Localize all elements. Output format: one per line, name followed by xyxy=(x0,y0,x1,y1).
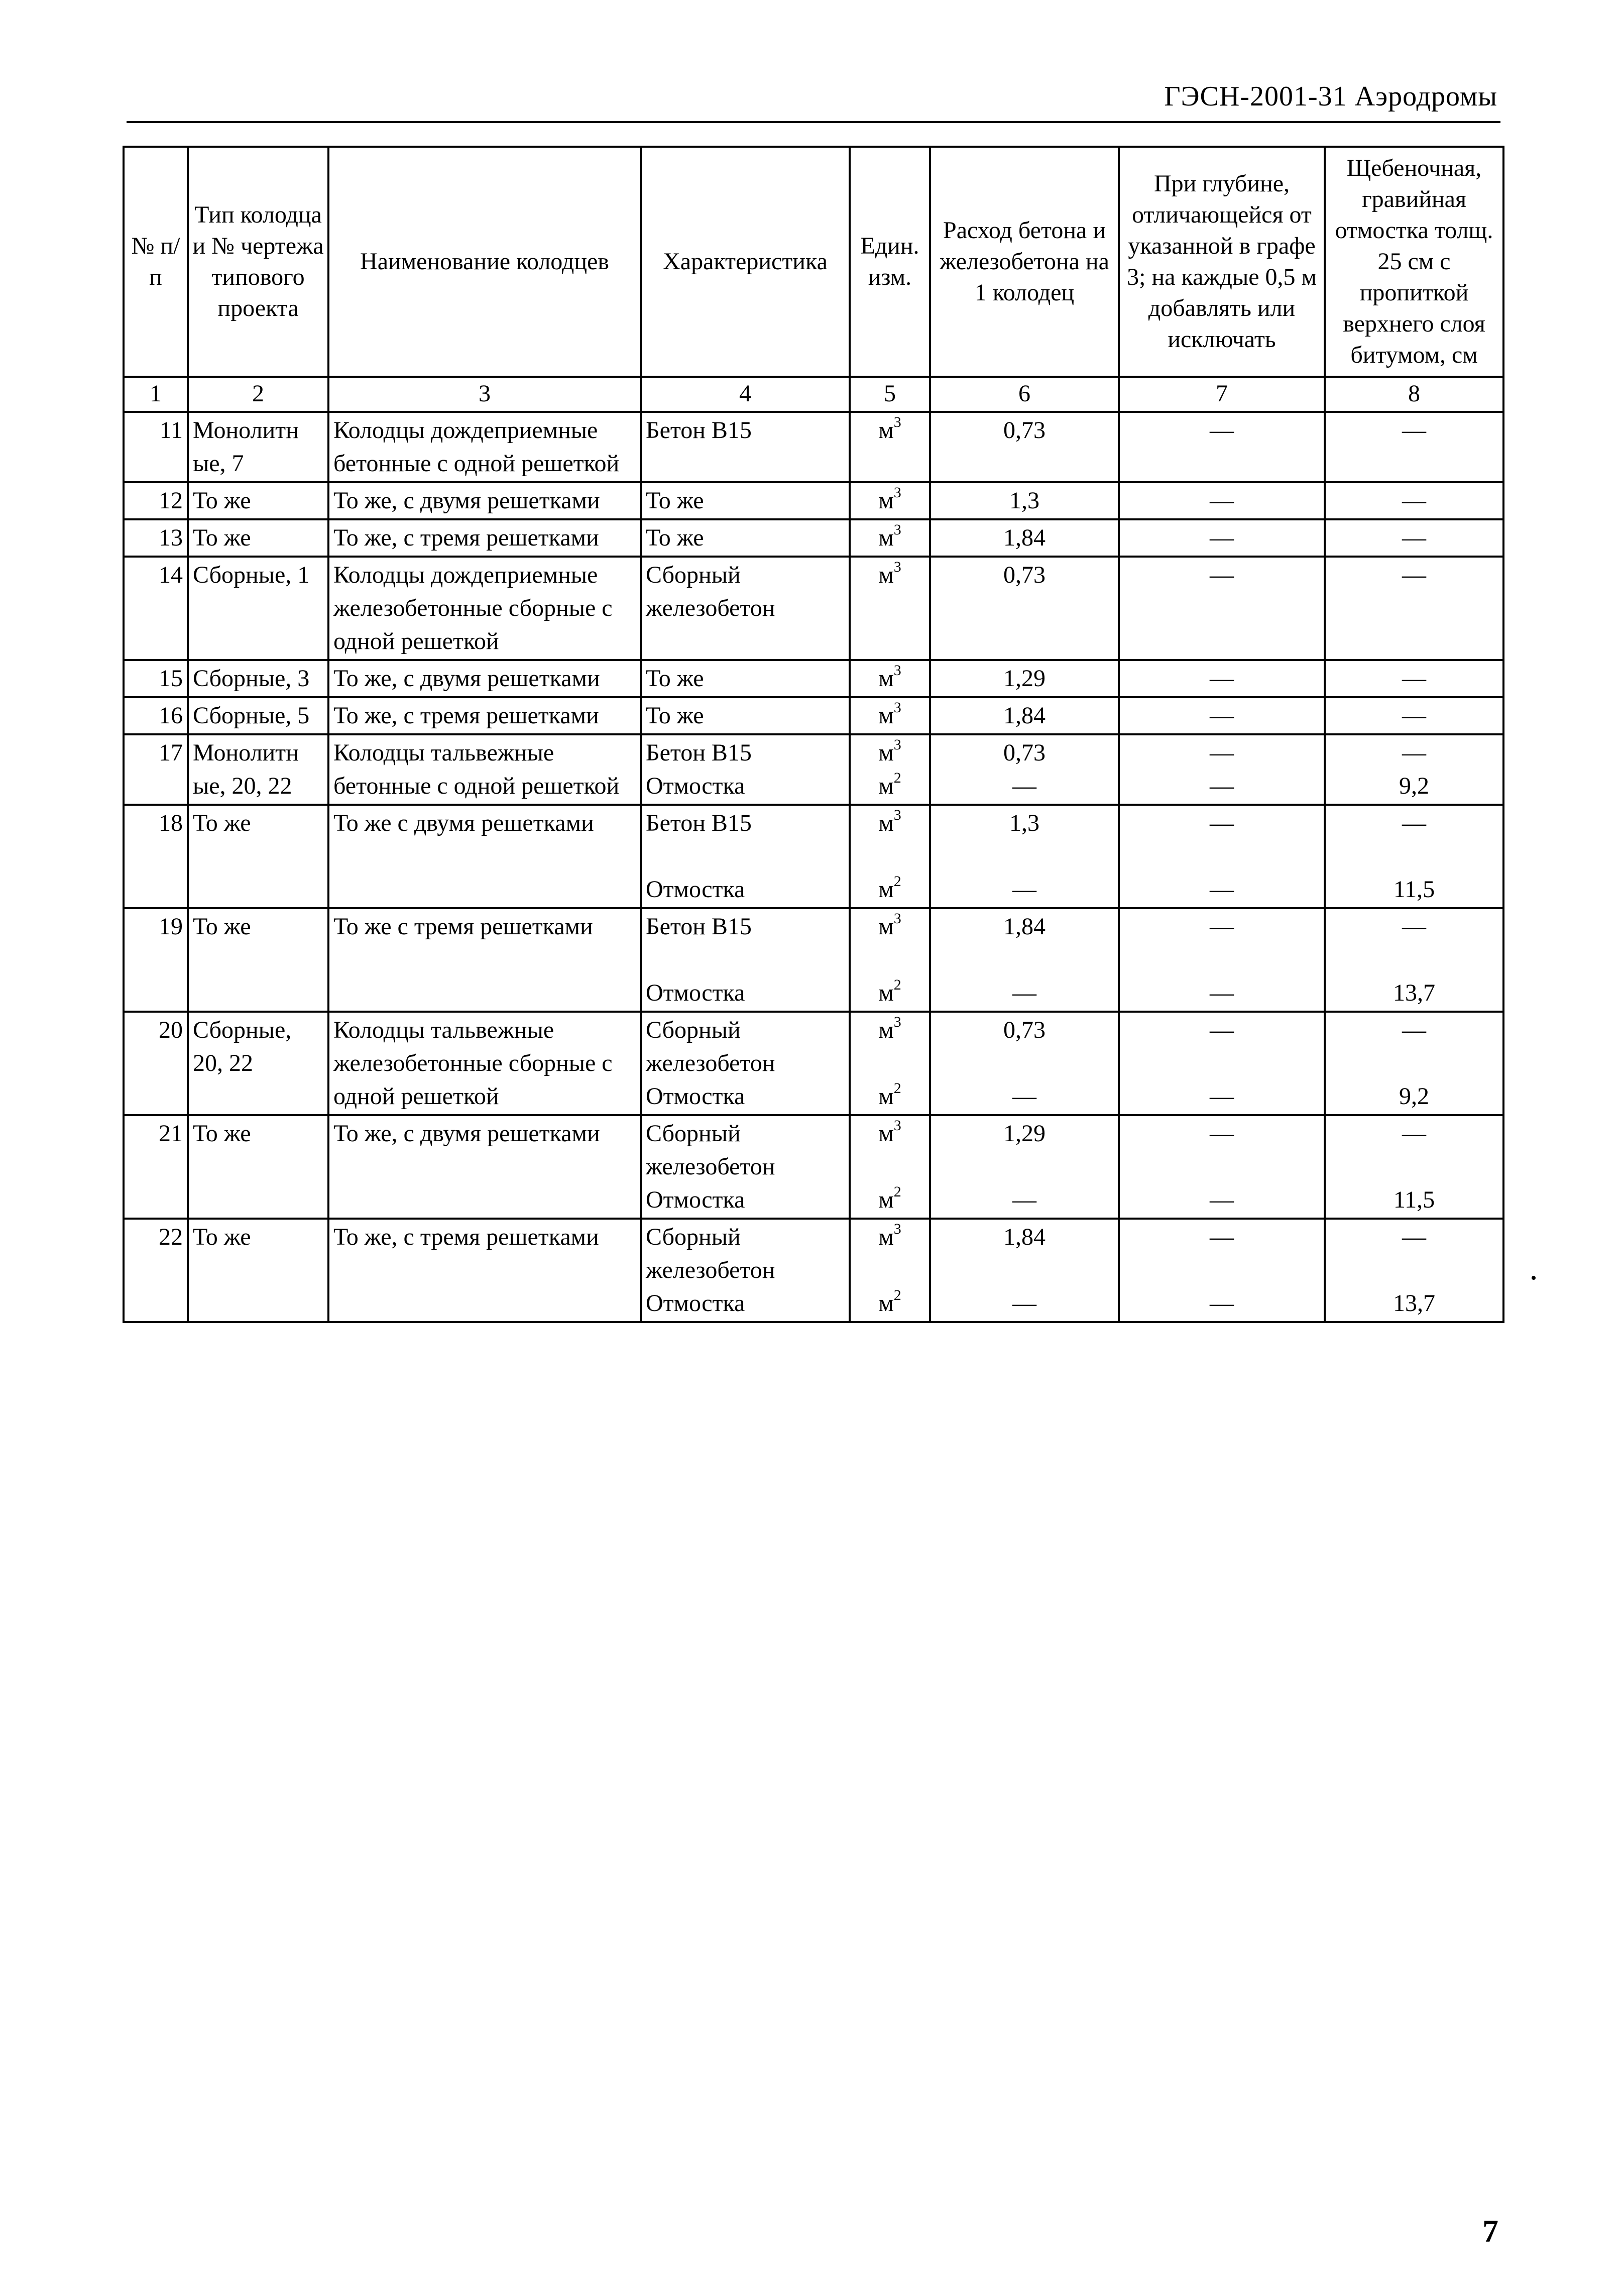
line-spacer xyxy=(1330,943,1498,976)
unit-m3-line xyxy=(855,662,925,695)
consumption-dash: — xyxy=(1012,979,1036,1006)
unit-m3-line xyxy=(855,484,925,517)
row-number: 21 xyxy=(124,1115,188,1219)
row-type: Монолитн ые, 7 xyxy=(188,412,328,482)
unit-exponent: 2 xyxy=(893,770,901,786)
row-consumption xyxy=(930,1012,1119,1115)
consumption-value: 0,73 xyxy=(1003,417,1046,444)
row-consumption xyxy=(930,482,1119,519)
unit-base: м xyxy=(878,979,894,1006)
row-type: То же xyxy=(188,1115,328,1219)
unit-base: м xyxy=(878,417,894,444)
row-number: 16 xyxy=(124,697,188,734)
unit-base: м xyxy=(878,1186,894,1213)
table-row xyxy=(124,908,1503,1012)
line-spacer xyxy=(935,840,1114,873)
row-depth-adjust xyxy=(1119,1219,1325,1322)
depth-adjust-dash: — xyxy=(1210,665,1234,692)
blanket-dash: — xyxy=(1402,417,1426,444)
line-spacer xyxy=(855,1150,925,1183)
row-blanket xyxy=(1325,908,1503,1012)
col-number: 5 xyxy=(850,377,930,412)
characteristic-primary: Бетон В15 xyxy=(646,810,752,836)
row-unit xyxy=(850,482,930,519)
consumption-dash: — xyxy=(1012,876,1036,903)
consumption-value: 1,84 xyxy=(1003,913,1046,940)
row-blanket xyxy=(1325,412,1503,482)
consumption-dash: — xyxy=(1012,1290,1036,1317)
line-spacer xyxy=(935,1047,1114,1080)
row-unit xyxy=(850,519,930,557)
blanket-dash: — xyxy=(1402,913,1426,940)
table-row xyxy=(124,805,1503,908)
blanket-dash: — xyxy=(1402,524,1426,551)
row-name: То же, с тремя решетками xyxy=(328,519,641,557)
characteristic-primary: То же xyxy=(646,702,704,729)
row-depth-adjust xyxy=(1119,482,1325,519)
line-spacer xyxy=(1124,1254,1320,1287)
row-consumption xyxy=(930,1219,1119,1322)
line-spacer xyxy=(1330,840,1498,873)
line-spacer xyxy=(1330,1254,1498,1287)
row-depth-adjust xyxy=(1119,412,1325,482)
row-characteristic xyxy=(641,482,850,519)
row-depth-adjust xyxy=(1119,557,1325,660)
row-number: 17 xyxy=(124,734,188,805)
row-blanket xyxy=(1325,1219,1503,1322)
depth-adjust-dash: — xyxy=(1210,876,1234,903)
table-row xyxy=(124,1115,1503,1219)
row-unit xyxy=(850,1012,930,1115)
depth-adjust-dash: — xyxy=(1210,739,1234,766)
line-spacer xyxy=(1330,1150,1498,1183)
table-row xyxy=(124,1219,1503,1322)
row-consumption xyxy=(930,557,1119,660)
unit-exponent: 2 xyxy=(893,1287,901,1303)
blanket-value: 11,5 xyxy=(1393,1186,1435,1213)
row-consumption xyxy=(930,805,1119,908)
characteristic-primary: Сборный железобетон xyxy=(646,1017,775,1076)
col-number: 8 xyxy=(1325,377,1503,412)
unit-base: м xyxy=(878,773,894,799)
blanket-dash: — xyxy=(1402,810,1426,836)
characteristic-primary: Бетон В15 xyxy=(646,739,752,766)
row-consumption xyxy=(930,519,1119,557)
col-number: 4 xyxy=(641,377,850,412)
unit-base: м xyxy=(878,913,894,940)
unit-base: м xyxy=(878,487,894,514)
characteristic-primary: То же xyxy=(646,665,704,692)
characteristic-primary: Сборный железобетон xyxy=(646,562,775,621)
row-unit xyxy=(850,805,930,908)
row-depth-adjust xyxy=(1119,660,1325,697)
depth-adjust-dash: — xyxy=(1210,1120,1234,1147)
row-blanket xyxy=(1325,734,1503,805)
table-row xyxy=(124,519,1503,557)
characteristic-primary: Сборный железобетон xyxy=(646,1224,775,1283)
row-blanket xyxy=(1325,660,1503,697)
table-row xyxy=(124,412,1503,482)
blanket-value: 11,5 xyxy=(1393,876,1435,903)
row-name: То же, с тремя решетками xyxy=(328,1219,641,1322)
unit-exponent: 3 xyxy=(893,910,901,927)
row-number: 22 xyxy=(124,1219,188,1322)
depth-adjust-dash: — xyxy=(1210,1290,1234,1317)
unit-exponent: 3 xyxy=(893,1117,901,1134)
blanket-value: 9,2 xyxy=(1399,1083,1429,1110)
col-header-name: Наименование колодцев xyxy=(328,147,641,377)
col-header-consumption: Расход бетона и железобетона на 1 колодец xyxy=(930,147,1119,377)
unit-base: м xyxy=(878,1290,894,1317)
depth-adjust-dash: — xyxy=(1210,773,1234,799)
depth-adjust-dash: — xyxy=(1210,1186,1234,1213)
blanket-dash: — xyxy=(1402,487,1426,514)
unit-exponent: 3 xyxy=(893,414,901,430)
characteristic-primary: То же xyxy=(646,524,704,551)
consumption-value: 1,29 xyxy=(1003,1120,1046,1147)
depth-adjust-dash: — xyxy=(1210,417,1234,444)
row-name: То же, с двумя решетками xyxy=(328,660,641,697)
row-number: 13 xyxy=(124,519,188,557)
header-row xyxy=(124,147,1503,377)
consumption-dash: — xyxy=(1012,1186,1036,1213)
line-spacer xyxy=(855,1047,925,1080)
blanket-dash: — xyxy=(1402,665,1426,692)
depth-adjust-dash: — xyxy=(1210,1017,1234,1043)
row-blanket xyxy=(1325,1012,1503,1115)
row-depth-adjust xyxy=(1119,1012,1325,1115)
row-unit xyxy=(850,734,930,805)
row-type: Сборные, 1 xyxy=(188,557,328,660)
row-unit xyxy=(850,1219,930,1322)
blanket-dash: — xyxy=(1402,1017,1426,1043)
col-number: 3 xyxy=(328,377,641,412)
unit-base: м xyxy=(878,876,894,903)
row-type: То же xyxy=(188,519,328,557)
row-name: То же с двумя решетками xyxy=(328,805,641,908)
unit-m2-line xyxy=(855,1183,925,1217)
row-number: 19 xyxy=(124,908,188,1012)
unit-m2-line xyxy=(855,770,925,803)
depth-adjust-dash: — xyxy=(1210,1224,1234,1250)
row-name: То же с тремя решетками xyxy=(328,908,641,1012)
col-number: 7 xyxy=(1119,377,1325,412)
table-row xyxy=(124,734,1503,805)
row-consumption xyxy=(930,908,1119,1012)
unit-exponent: 2 xyxy=(893,1183,901,1200)
unit-m3-line xyxy=(855,699,925,732)
unit-m3-line xyxy=(855,1014,925,1047)
row-number: 15 xyxy=(124,660,188,697)
norms-table xyxy=(123,146,1504,1323)
consumption-value: 1,84 xyxy=(1003,524,1046,551)
unit-m2-line xyxy=(855,976,925,1010)
unit-exponent: 3 xyxy=(893,662,901,679)
row-unit xyxy=(850,412,930,482)
row-type: То же xyxy=(188,1219,328,1322)
row-consumption xyxy=(930,1115,1119,1219)
unit-base: м xyxy=(878,1224,894,1250)
row-name: То же, с двумя решетками xyxy=(328,1115,641,1219)
line-spacer xyxy=(1330,1047,1498,1080)
row-consumption xyxy=(930,697,1119,734)
table-row xyxy=(124,660,1503,697)
row-unit xyxy=(850,1115,930,1219)
unit-exponent: 3 xyxy=(893,521,901,538)
unit-m3-line xyxy=(855,414,925,447)
row-unit xyxy=(850,697,930,734)
depth-adjust-dash: — xyxy=(1210,913,1234,940)
row-depth-adjust xyxy=(1119,908,1325,1012)
line-spacer xyxy=(1124,943,1320,976)
row-name: Колодцы тальвежные бетонные с одной решеткой xyxy=(328,734,641,805)
row-blanket xyxy=(1325,557,1503,660)
unit-exponent: 2 xyxy=(893,873,901,890)
blanket-dash: — xyxy=(1402,562,1426,588)
depth-adjust-dash: — xyxy=(1210,810,1234,836)
table-row xyxy=(124,482,1503,519)
characteristic-secondary: Отмостка xyxy=(646,979,745,1006)
line-spacer xyxy=(855,943,925,976)
consumption-dash: — xyxy=(1012,773,1036,799)
table-row xyxy=(124,1012,1503,1115)
col-header-unit: Един. изм. xyxy=(850,147,930,377)
table-row xyxy=(124,557,1503,660)
line-spacer xyxy=(935,943,1114,976)
row-name: То же, с тремя решетками xyxy=(328,697,641,734)
page-number: 7 xyxy=(1482,2213,1498,2249)
characteristic-secondary: Отмостка xyxy=(646,773,745,799)
row-blanket xyxy=(1325,805,1503,908)
row-type: То же xyxy=(188,805,328,908)
characteristic-primary: Сборный железобетон xyxy=(646,1120,775,1180)
unit-m3-line xyxy=(855,521,925,555)
row-name: Колодцы тальвежные железобетонные сборные с одной решеткой xyxy=(328,1012,641,1115)
unit-m2-line xyxy=(855,1080,925,1113)
col-number: 6 xyxy=(930,377,1119,412)
row-number: 18 xyxy=(124,805,188,908)
row-consumption xyxy=(930,734,1119,805)
row-unit xyxy=(850,557,930,660)
unit-exponent: 3 xyxy=(893,736,901,753)
row-depth-adjust xyxy=(1119,697,1325,734)
row-name: Колодцы дождеприемные бетонные с одной решеткой xyxy=(328,412,641,482)
unit-exponent: 3 xyxy=(893,559,901,575)
characteristic-secondary: Отмостка xyxy=(646,1186,745,1213)
unit-exponent: 2 xyxy=(893,976,901,993)
depth-adjust-dash: — xyxy=(1210,562,1234,588)
characteristic-secondary: Отмостка xyxy=(646,1083,745,1110)
unit-base: м xyxy=(878,1120,894,1147)
unit-base: м xyxy=(878,1083,894,1110)
row-characteristic xyxy=(641,412,850,482)
consumption-value: 0,73 xyxy=(1003,739,1046,766)
row-characteristic xyxy=(641,1012,850,1115)
row-characteristic xyxy=(641,557,850,660)
row-type: То же xyxy=(188,482,328,519)
col-header-type: Тип колодца и № чертежа типового проекта xyxy=(188,147,328,377)
unit-m3-line xyxy=(855,736,925,770)
row-characteristic xyxy=(641,1115,850,1219)
consumption-value: 1,84 xyxy=(1003,702,1046,729)
unit-m3-line xyxy=(855,1221,925,1254)
row-type: Сборные, 5 xyxy=(188,697,328,734)
line-spacer xyxy=(1124,1047,1320,1080)
line-spacer xyxy=(1124,840,1320,873)
unit-exponent: 3 xyxy=(893,807,901,823)
depth-adjust-dash: — xyxy=(1210,524,1234,551)
unit-m3-line xyxy=(855,807,925,840)
row-depth-adjust xyxy=(1119,805,1325,908)
characteristic-secondary: Отмостка xyxy=(646,1290,745,1317)
table-row xyxy=(124,697,1503,734)
header-divider xyxy=(127,121,1500,123)
unit-base: м xyxy=(878,810,894,836)
column-number-row xyxy=(124,377,1503,412)
consumption-value: 1,3 xyxy=(1009,487,1039,514)
characteristic-primary: Бетон В15 xyxy=(646,913,752,940)
row-characteristic xyxy=(641,519,850,557)
row-name: То же, с двумя решетками xyxy=(328,482,641,519)
row-number: 11 xyxy=(124,412,188,482)
unit-m3-line xyxy=(855,1117,925,1150)
row-name: Колодцы дождеприемные железобетонные сборные с одной решеткой xyxy=(328,557,641,660)
row-characteristic xyxy=(641,697,850,734)
unit-base: м xyxy=(878,524,894,551)
row-characteristic xyxy=(641,805,850,908)
row-blanket xyxy=(1325,482,1503,519)
line-spacer xyxy=(935,1254,1114,1287)
table-header xyxy=(124,147,1503,412)
row-consumption xyxy=(930,412,1119,482)
consumption-value: 1,29 xyxy=(1003,665,1046,692)
depth-adjust-dash: — xyxy=(1210,702,1234,729)
characteristic-primary: То же xyxy=(646,487,704,514)
blanket-dash: — xyxy=(1402,702,1426,729)
row-characteristic xyxy=(641,908,850,1012)
row-type: Монолитн ые, 20, 22 xyxy=(188,734,328,805)
row-depth-adjust xyxy=(1119,1115,1325,1219)
unit-m3-line xyxy=(855,559,925,592)
row-number: 14 xyxy=(124,557,188,660)
row-type: То же xyxy=(188,908,328,1012)
unit-base: м xyxy=(878,1017,894,1043)
line-spacer xyxy=(1124,1150,1320,1183)
row-depth-adjust xyxy=(1119,519,1325,557)
unit-m2-line xyxy=(855,1287,925,1320)
consumption-value: 1,84 xyxy=(1003,1224,1046,1250)
blanket-value: 13,7 xyxy=(1393,1290,1435,1317)
row-characteristic xyxy=(641,660,850,697)
row-blanket xyxy=(1325,1115,1503,1219)
line-spacer xyxy=(646,943,845,976)
unit-base: м xyxy=(878,739,894,766)
blanket-value: 9,2 xyxy=(1399,773,1429,799)
row-characteristic xyxy=(641,734,850,805)
unit-base: м xyxy=(878,665,894,692)
row-blanket xyxy=(1325,519,1503,557)
row-type: Сборные, 20, 22 xyxy=(188,1012,328,1115)
blanket-dash: — xyxy=(1402,1224,1426,1250)
unit-exponent: 3 xyxy=(893,1014,901,1030)
line-spacer xyxy=(855,1254,925,1287)
unit-m2-line xyxy=(855,873,925,906)
col-header-blanket: Щебеночная, гравийная отмостка толщ. 25 см с пропиткой верхнего слоя битумом, см xyxy=(1325,147,1503,377)
unit-m3-line xyxy=(855,910,925,943)
characteristic-secondary: Отмостка xyxy=(646,876,745,903)
blanket-value: 13,7 xyxy=(1393,979,1435,1006)
unit-exponent: 2 xyxy=(893,1080,901,1097)
depth-adjust-dash: — xyxy=(1210,487,1234,514)
row-number: 12 xyxy=(124,482,188,519)
row-characteristic xyxy=(641,1219,850,1322)
row-consumption xyxy=(930,660,1119,697)
blanket-dash: — xyxy=(1402,1120,1426,1147)
unit-base: м xyxy=(878,702,894,729)
row-number: 20 xyxy=(124,1012,188,1115)
depth-adjust-dash: — xyxy=(1210,979,1234,1006)
row-type: Сборные, 3 xyxy=(188,660,328,697)
consumption-value: 1,3 xyxy=(1009,810,1039,836)
row-depth-adjust xyxy=(1119,734,1325,805)
consumption-dash: — xyxy=(1012,1083,1036,1110)
col-header-characteristic: Характеристика xyxy=(641,147,850,377)
col-header-number: № п/п xyxy=(124,147,188,377)
col-number: 1 xyxy=(124,377,188,412)
line-spacer xyxy=(935,1150,1114,1183)
unit-exponent: 3 xyxy=(893,699,901,716)
line-spacer xyxy=(855,840,925,873)
blanket-dash: — xyxy=(1402,739,1426,766)
scan-speck xyxy=(1532,1276,1536,1280)
col-number: 2 xyxy=(188,377,328,412)
document-header-title: ГЭСН-2001-31 Аэродромы xyxy=(1164,81,1497,112)
consumption-value: 0,73 xyxy=(1003,562,1046,588)
row-blanket xyxy=(1325,697,1503,734)
row-unit xyxy=(850,908,930,1012)
col-header-depth-adjust: При глубине, отличающейся от указанной в графе 3; на каждые 0,5 м добавлять или исключать xyxy=(1119,147,1325,377)
unit-exponent: 3 xyxy=(893,1221,901,1237)
line-spacer xyxy=(646,840,845,873)
unit-base: м xyxy=(878,562,894,588)
depth-adjust-dash: — xyxy=(1210,1083,1234,1110)
characteristic-primary: Бетон В15 xyxy=(646,417,752,444)
consumption-value: 0,73 xyxy=(1003,1017,1046,1043)
row-unit xyxy=(850,660,930,697)
table-body xyxy=(124,412,1503,1322)
unit-exponent: 3 xyxy=(893,484,901,501)
